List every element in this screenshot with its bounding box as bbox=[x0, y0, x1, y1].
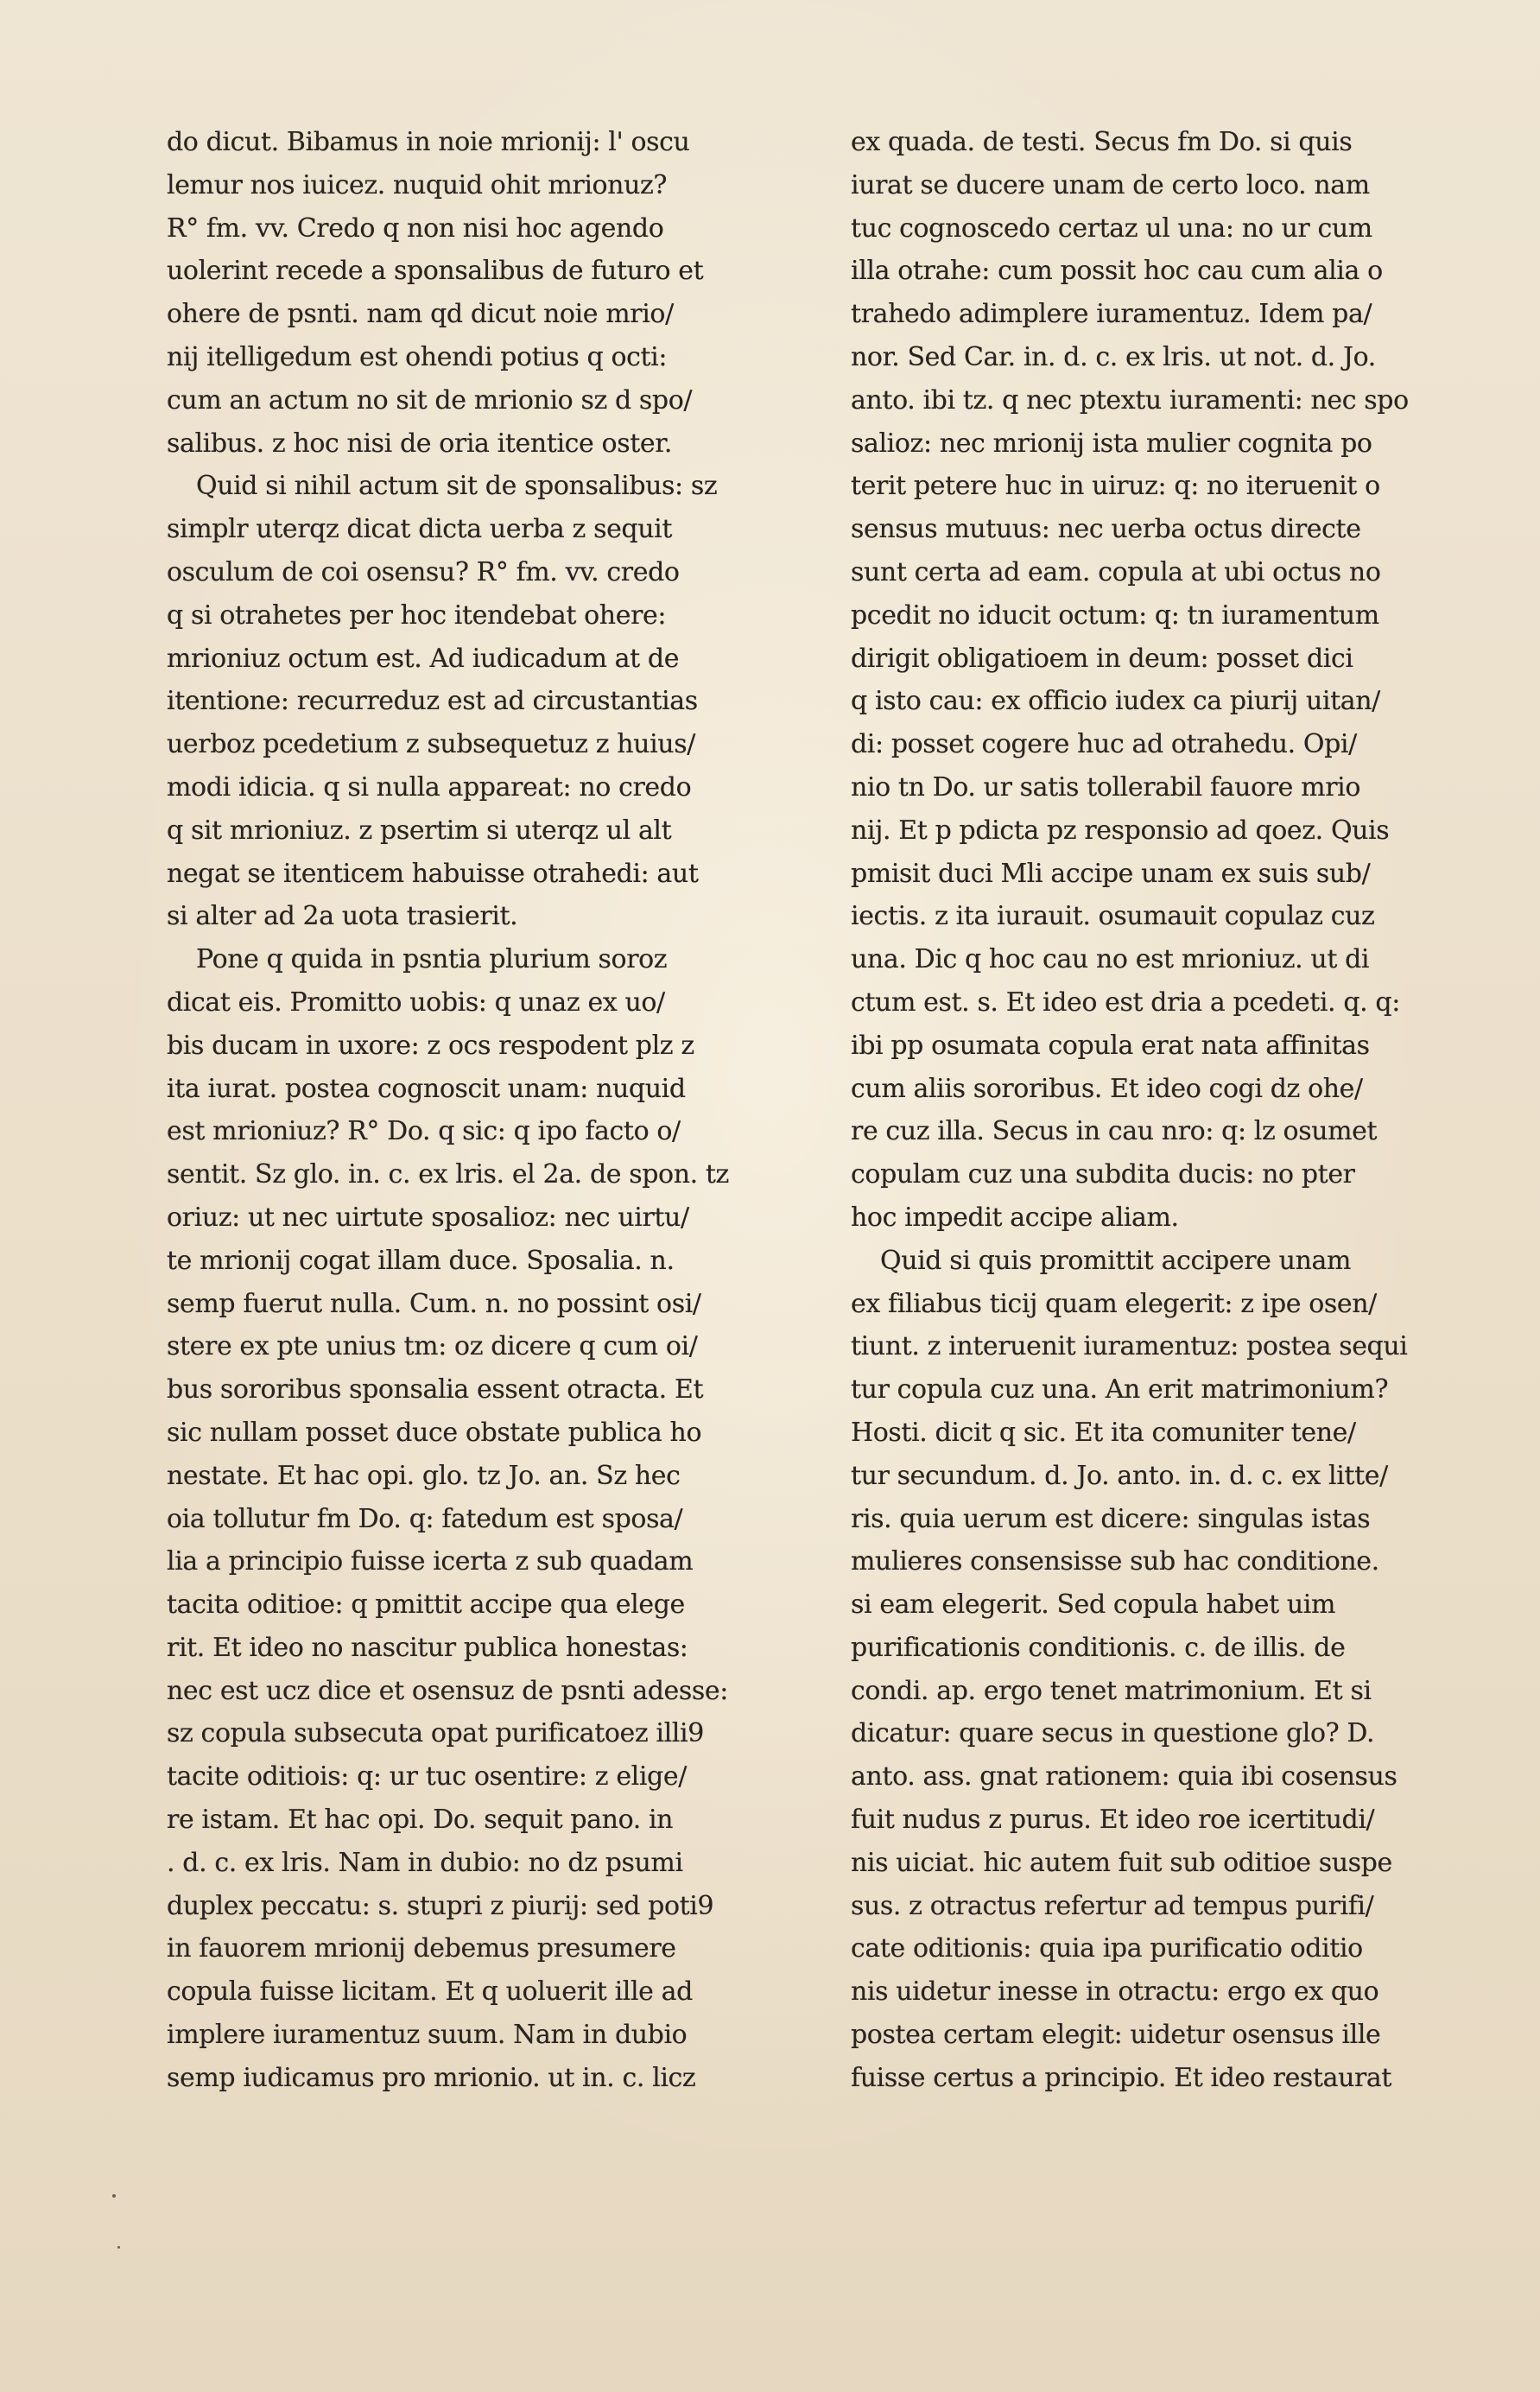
text-line: . d. c. ex lris. Nam in dubio: no dz psumi bbox=[167, 1847, 683, 1878]
text-line: di: posset cogere huc ad otrahedu. Opi/ bbox=[851, 729, 1357, 760]
text-line: salibus. z hoc nisi de oria itentice oster. bbox=[167, 428, 672, 459]
text-line: nio tn Do. ur satis tollerabil fauore mrio bbox=[851, 771, 1361, 803]
text-line: condi. ap. ergo tenet matrimonium. Et si bbox=[851, 1675, 1372, 1706]
text-line: tacita oditioe: q pmittit accipe qua elege bbox=[167, 1589, 685, 1621]
text-line: nij itelligedum est ohendi potius q octi: bbox=[167, 341, 668, 372]
text-line: salioz: nec mrionij ista mulier cognita po bbox=[851, 428, 1372, 459]
text-line: tur secundum. d. Jo. anto. in. d. c. ex litte/ bbox=[851, 1460, 1388, 1491]
right-text-column bbox=[851, 121, 1516, 2093]
text-line: trahedo adimplere iuramentuz. Idem pa/ bbox=[851, 299, 1372, 330]
text-line: una. Dic q hoc cau no est mrioniuz. ut di bbox=[851, 944, 1370, 975]
text-line: semp iudicamus pro mrionio. ut in. c. licz bbox=[167, 2062, 696, 2093]
text-line: modi idicia. q si nulla appareat: no credo bbox=[167, 771, 692, 803]
text-line: sunt certa ad eam. copula at ubi octus no bbox=[851, 556, 1381, 587]
text-line: nor. Sed Car. in. d. c. ex lris. ut not. d. Jo. bbox=[851, 341, 1376, 372]
text-line: sensus mutuus: nec uerba octus directe bbox=[851, 514, 1361, 545]
text-line: stere ex pte unius tm: oz dicere q cum oi/ bbox=[167, 1331, 698, 1362]
text-line: Hosti. dicit q sic. Et ita comuniter tene/ bbox=[851, 1417, 1356, 1448]
text-line: copulam cuz una subdita ducis: no pter bbox=[851, 1159, 1355, 1190]
text-line: nec est ucz dice et osensuz de psnti adesse: bbox=[167, 1675, 728, 1706]
text-line: sz copula subsecuta opat purificatoez illi9 bbox=[167, 1718, 704, 1749]
text-line: anto. ass. gnat rationem: quia ibi cosensus bbox=[851, 1761, 1397, 1792]
text-line: si eam elegerit. Sed copula habet uim bbox=[851, 1589, 1336, 1621]
text-line: copula fuisse licitam. Et q uoluerit ille ad bbox=[167, 1976, 693, 2008]
text-line: re istam. Et hac opi. Do. sequit pano. in bbox=[167, 1805, 674, 1836]
text-line: osculum de coi osensu? R° fm. vv. credo bbox=[167, 556, 680, 587]
text-line: terit petere huc in uiruz: q: no iteruenit o bbox=[851, 471, 1380, 502]
text-line: itentione: recurreduz est ad circustantias bbox=[167, 686, 698, 717]
text-line: simplr uterqz dicat dicta uerba z sequit bbox=[167, 514, 672, 545]
text-line: q sit mrioniuz. z psertim si uterqz ul alt bbox=[167, 815, 672, 846]
text-line: dirigit obligatioem in deum: posset dici bbox=[851, 643, 1353, 674]
text-line: sentit. Sz glo. in. c. ex lris. el 2a. de spon. tz bbox=[167, 1159, 729, 1190]
text-line: est mrioniuz? R° Do. q sic: q ipo facto o/ bbox=[167, 1116, 681, 1147]
text-line: mrioniuz octum est. Ad iudicadum at de bbox=[167, 643, 680, 674]
text-line: ohere de psnti. nam qd dicut noie mrio/ bbox=[167, 299, 674, 330]
text-line: cum an actum no sit de mrionio sz d spo/ bbox=[167, 384, 693, 416]
text-line: nestate. Et hac opi. glo. tz Jo. an. Sz hec bbox=[167, 1460, 681, 1491]
text-line: oriuz: ut nec uirtute sposalioz: nec uirtu/ bbox=[167, 1202, 689, 1233]
text-line: illa otrahe: cum possit hoc cau cum alia o bbox=[851, 256, 1383, 287]
text-line: pmisit duci Mli accipe unam ex suis sub/ bbox=[851, 858, 1371, 889]
text-line: ita iurat. postea cognoscit unam: nuquid bbox=[167, 1073, 686, 1104]
text-line: ris. quia uerum est dicere: singulas istas bbox=[851, 1503, 1371, 1534]
text-line: rit. Et ideo no nascitur publica honestas: bbox=[167, 1632, 688, 1663]
text-line: bus sororibus sponsalia essent otracta. Et bbox=[167, 1374, 704, 1405]
text-line: tuc cognoscedo certaz ul una: no ur cum bbox=[851, 213, 1372, 244]
text-line: sic nullam posset duce obstate publica ho bbox=[167, 1417, 702, 1448]
text-line: fuisse certus a principio. Et ideo restaurat bbox=[851, 2062, 1392, 2093]
text-line: postea certam elegit: uidetur osensus ille bbox=[851, 2020, 1381, 2051]
text-line: ex quada. de testi. Secus fm Do. si quis bbox=[851, 127, 1353, 157]
text-line: dicat eis. Promitto uobis: q unaz ex uo/ bbox=[167, 987, 665, 1018]
text-line: Quid si quis promittit accipere unam bbox=[880, 1245, 1352, 1276]
text-line: ibi pp osumata copula erat nata affinitas bbox=[851, 1030, 1370, 1061]
text-line: tur copula cuz una. An erit matrimonium? bbox=[851, 1374, 1389, 1405]
left-text-column bbox=[167, 121, 832, 2093]
text-line: fuit nudus z purus. Et ideo roe icertitudi/ bbox=[851, 1805, 1375, 1836]
text-line: dicatur: quare secus in questione glo? D. bbox=[851, 1718, 1375, 1749]
text-line: anto. ibi tz. q nec ptextu iuramenti: nec spo bbox=[851, 384, 1409, 416]
text-line: iurat se ducere unam de certo loco. nam bbox=[851, 169, 1370, 200]
text-line: tacite oditiois: q: ur tuc osentire: z elige/ bbox=[167, 1761, 687, 1792]
text-line: ctum est. s. Et ideo est dria a pcedeti. q. q: bbox=[851, 987, 1400, 1018]
text-line: cate oditionis: quia ipa purificatio oditio bbox=[851, 1933, 1363, 1964]
text-line: R° fm. vv. Credo q non nisi hoc agendo bbox=[167, 213, 664, 244]
text-line: Quid si nihil actum sit de sponsalibus: sz bbox=[196, 471, 718, 502]
text-line: nis uiciat. hic autem fuit sub oditioe suspe bbox=[851, 1847, 1392, 1878]
text-line: do dicut. Bibamus in noie mrionij: l' oscu bbox=[167, 127, 690, 157]
text-line: iectis. z ita iurauit. osumauit copulaz cuz bbox=[851, 901, 1375, 932]
page-speck bbox=[112, 2194, 116, 2198]
text-line: negat se itenticem habuisse otrahedi: aut bbox=[167, 858, 699, 889]
text-line: Pone q quida in psntia plurium soroz bbox=[196, 944, 668, 975]
text-line: nij. Et p pdicta pz responsio ad qoez. Quis bbox=[851, 815, 1390, 846]
text-line: uolerint recede a sponsalibus de futuro et bbox=[167, 256, 704, 287]
text-line: te mrionij cogat illam duce. Sposalia. n. bbox=[167, 1245, 675, 1276]
text-line: oia tollutur fm Do. q: fatedum est sposa/ bbox=[167, 1503, 683, 1534]
text-line: pcedit no iducit octum: q: tn iuramentum bbox=[851, 600, 1379, 631]
text-line: cum aliis sororibus. Et ideo cogi dz ohe/ bbox=[851, 1073, 1363, 1104]
text-line: q isto cau: ex officio iudex ca piurij uitan/ bbox=[851, 686, 1380, 717]
text-line: lia a principio fuisse icerta z sub quadam bbox=[167, 1546, 694, 1577]
text-line: semp fuerut nulla. Cum. n. no possint osi/ bbox=[167, 1288, 701, 1319]
text-line: in fauorem mrionij debemus presumere bbox=[167, 1933, 676, 1964]
text-line: mulieres consensisse sub hac conditione. bbox=[851, 1546, 1379, 1577]
text-line: re cuz illa. Secus in cau nro: q: lz osumet bbox=[851, 1116, 1378, 1147]
text-line: q si otrahetes per hoc itendebat ohere: bbox=[167, 600, 667, 631]
text-line: bis ducam in uxore: z ocs respodent plz z bbox=[167, 1030, 694, 1061]
text-line: ex filiabus ticij quam elegerit: z ipe osen/ bbox=[851, 1288, 1377, 1319]
text-line: tiunt. z interuenit iuramentuz: postea sequi bbox=[851, 1331, 1408, 1362]
page-speck bbox=[117, 2246, 120, 2249]
text-line: sus. z otractus refertur ad tempus purifi/ bbox=[851, 1890, 1374, 1921]
text-line: duplex peccatu: s. stupri z piurij: sed poti9 bbox=[167, 1890, 714, 1921]
text-line: si alter ad 2a uota trasierit. bbox=[167, 901, 518, 932]
text-line: nis uidetur inesse in otractu: ergo ex quo bbox=[851, 1976, 1379, 2008]
text-line: lemur nos iuicez. nuquid ohit mrionuz? bbox=[167, 169, 668, 200]
text-line: purificationis conditionis. c. de illis. de bbox=[851, 1632, 1346, 1663]
text-line: uerboz pcedetium z subsequetuz z huius/ bbox=[167, 729, 695, 760]
text-line: hoc impedit accipe aliam. bbox=[851, 1202, 1179, 1233]
text-line: implere iuramentuz suum. Nam in dubio bbox=[167, 2020, 688, 2051]
